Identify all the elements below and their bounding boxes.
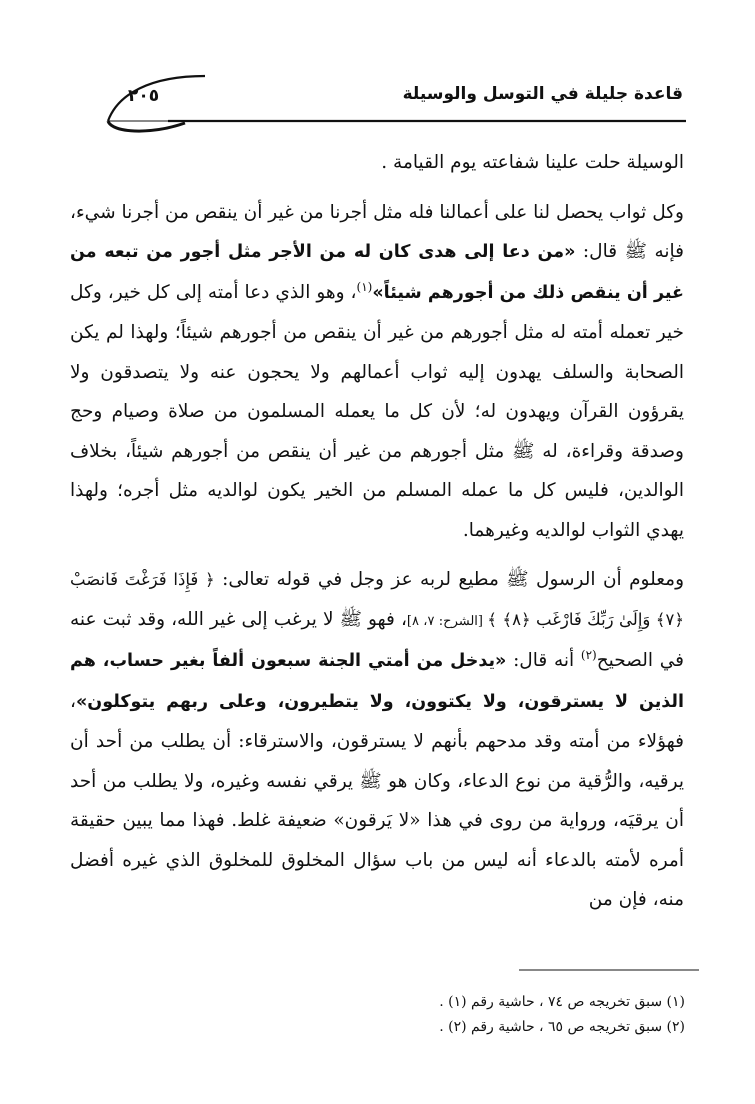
footnote-rule xyxy=(519,968,699,972)
footnote-2: (٢) سبق تخريجه ص ٦٥ ، حاشية رقم (٢) . xyxy=(439,1019,685,1035)
footnotes xyxy=(125,990,685,1040)
text-segment: الوسيلة حلت علينا شفاعته يوم القيامة . xyxy=(381,152,684,173)
running-header xyxy=(0,0,755,135)
paragraph-2 xyxy=(70,193,684,551)
paragraph-3 xyxy=(70,560,684,920)
footnote-marker: (١) xyxy=(356,279,373,294)
text-segment: وكل ثواب يحصل لنا على أعمالنا فله مثل أجرنا من غير أن ينقص من أجرنا شيء، فإنه ﷺ قال: xyxy=(70,201,684,262)
page-number: ٢٠٥ xyxy=(128,86,160,106)
text-segment: أنه قال: xyxy=(506,650,581,671)
footnote-marker: (٢) xyxy=(580,647,597,662)
hadith-quote: «يدخل من أمتي الجنة سبعون ألفاً بغير حساب، هم الذين لا يسترقون، ولا يكتوون، ولا يتطيرون، وعلى ربهم يتوكلون» xyxy=(70,651,684,712)
main-text xyxy=(70,143,684,920)
header-rule xyxy=(0,0,755,135)
paragraph-1 xyxy=(70,143,684,183)
quran-verse: ﴿ فَإِذَا فَرَغْتَ فَانصَبْ ﴿٧﴾ وَإِلَىٰ رَبِّكَ فَارْغَب ﴿٨﴾ ﴾ xyxy=(70,570,685,629)
hadith-quote: «من دعا إلى هدى كان له من الأجر مثل أجور من تبعه من غير أن ينقص ذلك من أجورهم شيئاً» xyxy=(70,242,684,303)
running-title: قاعدة جليلة في التوسل والوسيلة xyxy=(402,84,683,104)
text-segment: ، فهؤلاء من أمته وقد مدحهم بأنهم لا يسترقون، والاسترقاء: أن يطلب من أحد أن يرقيه، والرُّقية من نوع الدعاء، وكان هو ﷺ يرقي نفسه وغيره، ولا يطلب من أحد أن يرقيَه، ورواية من روى في هذا «لا يَرقون» ضعيفة غلط. فهذا مما يبين حقيقة أمره لأمته بالدعاء أنه ليس من باب سؤال المخلوق للمخلوق الذي غيره أفضل منه، فإن من xyxy=(70,690,684,910)
footnote-1: (١) سبق تخريجه ص ٧٤ ، حاشية رقم (١) . xyxy=(439,994,685,1010)
verse-reference: [الشرح: ٧، ٨] xyxy=(406,613,488,629)
text-segment: ومعلوم أن الرسول ﷺ مطيع لربه عز وجل في قوله تعالى: xyxy=(214,569,685,590)
text-segment: ، وهو الذي دعا أمته إلى كل خير، وكل خير تعمله أمته له مثل أجورهم من غير أن ينقص من أجورهم شيئاً؛ ولهذا لم يكن الصحابة والسلف يهدون إليه ثواب أعمالهم ولا يحجون عنه ولا يتصدقون ولا يقرؤون القرآن ويهدون له؛ لأن كل ما يعمله المسلمون من صلاة وصيام وحج وصدقة وقراءة، له ﷺ مثل أجورهم من غير أن ينقص من أجورهم شيئاً، بخلاف الوالدين، فليس كل ما عمله المسلم من الخير يكون لوالديه مثل أجره؛ ولهذا يهدي الثواب لوالديه وغيرهما. xyxy=(70,281,684,541)
text-segment: ، فهو ﷺ لا يرغب إلى غير الله، وقد ثبت عنه في الصحيح xyxy=(70,608,684,671)
